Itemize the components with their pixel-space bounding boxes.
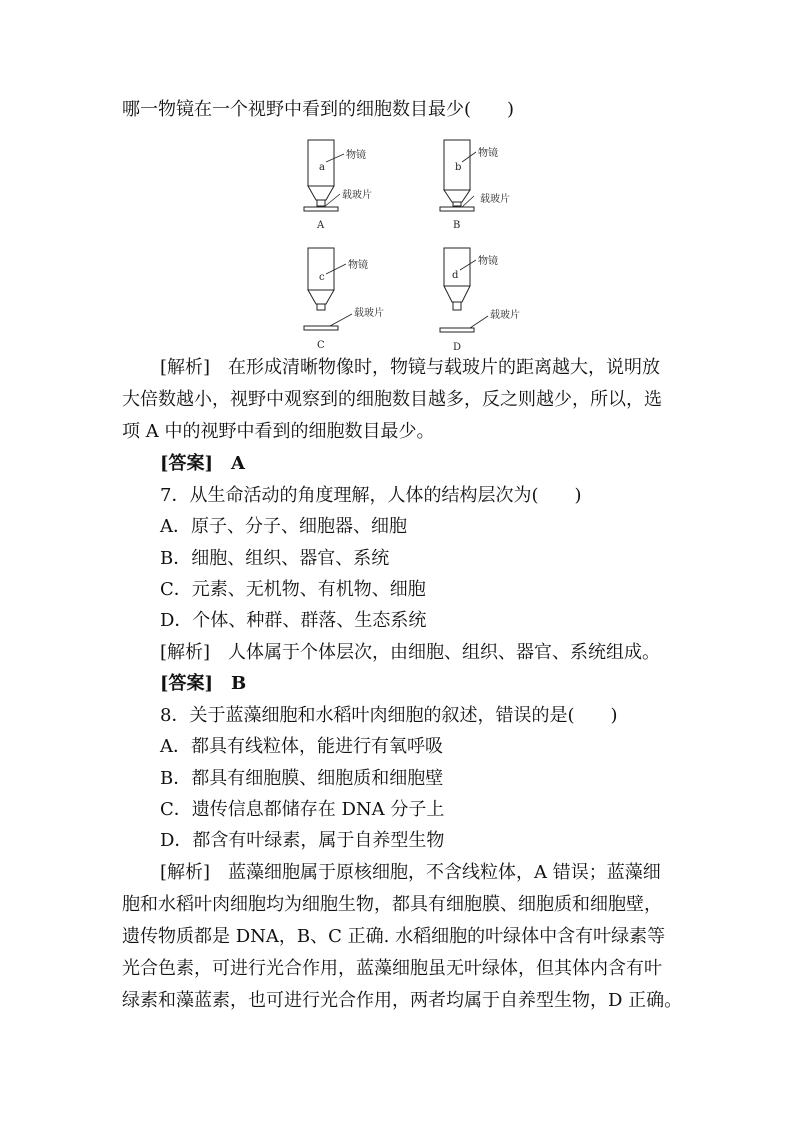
q7-option-d: D．个体、种群、群落、生态系统 — [160, 610, 427, 631]
q8-option-a: A．都具有线粒体，能进行有氧呼吸 — [160, 736, 443, 757]
q6-answer: [答案] A — [160, 453, 245, 474]
objective-label: 物镜 — [478, 256, 498, 267]
q6-analysis-line-3: 项 A 中的视野中看到的细胞数目最少。 — [122, 421, 435, 442]
q7-stem: 7．从生命活动的角度理解，人体的结构层次为( ) — [160, 485, 582, 506]
q8-option-b: B．都具有细胞膜、细胞质和细胞壁 — [160, 768, 444, 789]
option-label: A — [317, 220, 325, 231]
slide-label: 载玻片 — [354, 308, 384, 319]
q7-option-b: B．细胞、组织、器官、系统 — [160, 548, 390, 569]
objective-figure — [296, 138, 536, 353]
q8-stem: 8．关于蓝藻细胞和水稻叶肉细胞的叙述，错误的是( ) — [160, 705, 618, 726]
q8-option-d: D．都含有叶绿素，属于自养型生物 — [160, 830, 445, 851]
option-label: D — [453, 342, 462, 353]
q6-analysis-line-1: [解析] 在形成清晰物像时，物镜与载玻片的距离越大，说明放 — [160, 357, 661, 378]
q7-analysis: [解析] 人体属于个体层次，由细胞、组织、器官、系统组成。 — [160, 642, 661, 663]
q7-answer: [答案] B — [160, 673, 247, 694]
q8-analysis-line-2: 胞和水稻叶肉细胞均为细胞生物，都具有细胞膜、细胞质和细胞壁， — [122, 894, 662, 915]
q6-analysis-line-2: 大倍数越小，视野中观察到的细胞数目越多，反之则越少，所以，选 — [122, 389, 662, 410]
panel-c — [304, 248, 384, 351]
slide-label: 载玻片 — [342, 190, 372, 201]
lens-label: b — [455, 162, 462, 173]
lens-label: c — [319, 272, 325, 283]
q7-option-a: A．原子、分子、细胞器、细胞 — [160, 516, 407, 537]
q8-analysis-line-4: 光合色素，可进行光合作用，蓝藻细胞虽无叶绿体，但其体内含有叶 — [122, 958, 662, 979]
option-label: B — [453, 220, 461, 231]
q7-option-c: C．元素、无机物、有机物、细胞 — [160, 579, 426, 600]
q6-stem: 哪一物镜在一个视野中看到的细胞数目最少( ) — [122, 99, 515, 120]
q8-analysis-line-3: 遗传物质都是 DNA，B、C 正确. 水稻细胞的叶绿体中含有叶绿素等 — [122, 926, 666, 947]
objective-label: 物镜 — [346, 150, 366, 161]
panel-b — [440, 140, 510, 231]
q8-analysis-line-5: 绿素和藻蓝素，也可进行光合作用，两者均属于自养型生物，D 正确。 — [122, 990, 683, 1011]
q8-option-c: C．遗传信息都储存在 DNA 分子上 — [160, 799, 445, 820]
lens-label: d — [452, 270, 459, 281]
objective-label: 物镜 — [478, 148, 498, 159]
slide-label: 载玻片 — [490, 310, 520, 321]
option-label: C — [317, 340, 325, 351]
panel-d — [440, 248, 520, 353]
q8-analysis-line-1: [解析] 蓝藻细胞属于原核细胞，不含线粒体，A 错误；蓝藻细 — [160, 862, 661, 883]
slide-label: 载玻片 — [480, 194, 510, 205]
panel-a — [304, 140, 372, 231]
lens-label: a — [319, 162, 325, 173]
objective-label: 物镜 — [348, 260, 368, 271]
